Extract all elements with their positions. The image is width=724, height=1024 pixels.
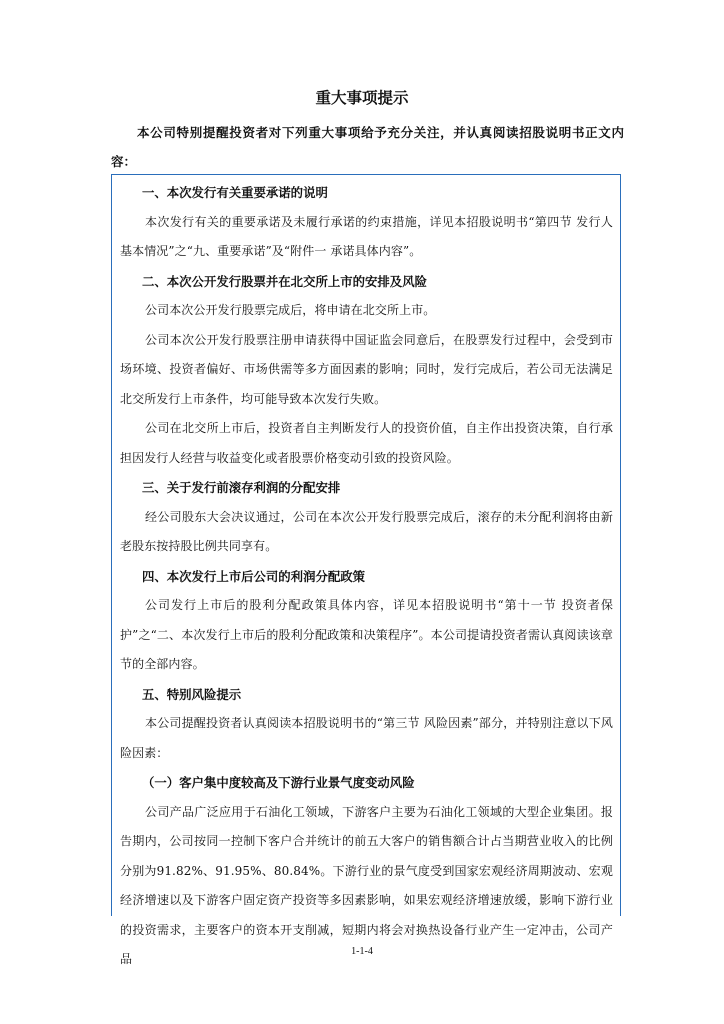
section-2-paragraph-3: 公司在北交所上市后，投资者自主判断发行人的投资价值，自主作出投资决策，自行承担因发行人经营与收益变化或者股票价格变动引致的投资风险。 [120, 421, 613, 465]
page-number: 1-1-4 [351, 946, 373, 957]
section-5-paragraph-1: 本公司提醒投资者认真阅读本招股说明书的“第三节 风险因素”部分，并特别注意以下风险因素： [120, 716, 613, 760]
intro-paragraph: 本公司特别提醒投资者对下列重大事项给予充分关注，并认真阅读招股说明书正文内容： [111, 125, 624, 169]
page-title: 重大事项提示 [315, 89, 409, 107]
section-2-paragraph-2: 公司本次公开发行股票注册申请获得中国证监会同意后，在股票发行过程中，会受到市场环境、投资者偏好、市场供需等多方面因素的影响；同时，发行完成后，若公司无法满足北交所发行上市条件，均可能导致本次发行失败。 [120, 332, 613, 406]
section-heading-5: 五、特别风险提示 [142, 686, 242, 702]
section-heading-1: 一、本次发行有关重要承诺的说明 [142, 185, 328, 200]
section-heading-4: 四、本次发行上市后公司的利润分配政策 [142, 568, 366, 584]
section-2-paragraph-1: 公司本次公开发行股票完成后，将申请在北交所上市。 [145, 303, 436, 317]
section-4-paragraph-1: 公司发行上市后的股利分配政策具体内容，详见本招股说明书“第十一节 投资者保护”之“二、本次发行上市后的股利分配政策和决策程序”。本公司提请投资者需认真阅读该章节的全部内容。 [120, 598, 613, 671]
section-1-paragraph-1: 本次发行有关的重要承诺及未履行承诺的约束措施，详见本招股说明书“第四节 发行人基本情况”之“九、重要承诺”及“附件一 承诺具体内容”。 [120, 214, 613, 258]
section-heading-3: 三、关于发行前滚存利润的分配安排 [142, 480, 341, 495]
section-heading-2: 二、本次公开发行股票并在北交所上市的安排及风险 [142, 273, 427, 289]
subsection-heading-1: （一）客户集中度较高及下游行业景气度变动风险 [142, 775, 415, 790]
section-3-paragraph-1: 经公司股东大会决议通过，公司在本次公开发行股票完成后，滚存的未分配利润将由新老股东按持股比例共同享有。 [120, 509, 613, 553]
subsection-1-paragraph-1: 公司产品广泛应用于石油化工领域，下游客户主要为石油化工领域的大型企业集团。报告期内，公司按同一控制下客户合并统计的前五大客户的销售额合计占当期营业收入的比例分别为91.82%、91.95%、80.84%。下游行业的景气度受到国家宏观经济周期波动、宏观经济增速以及下游客户固定资产投资等多因素影响，如果宏观经济增速放缓，影响下游行业的投资需求，主要客户的资本开支削减，短期内将会对换热设备行业产生一定冲击，公司产品 [120, 804, 613, 966]
